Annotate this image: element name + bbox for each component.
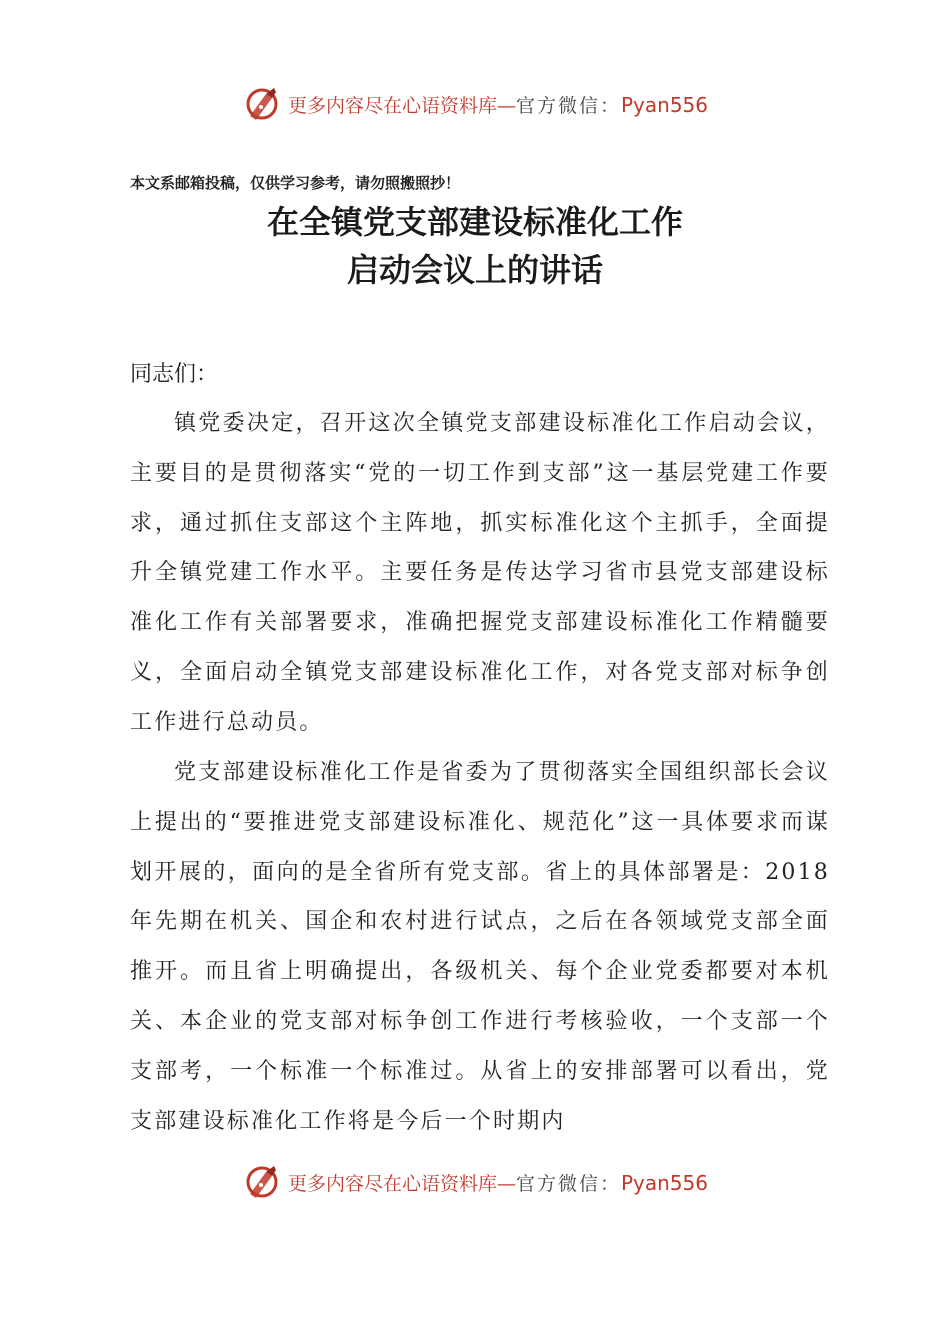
watermark-text — [288, 1169, 708, 1196]
watermark-banner-top — [0, 82, 950, 126]
salutation: 同志们： — [130, 362, 219, 387]
watermark-main: 更多内容尽在心语资料库 — [287, 1172, 497, 1195]
watermark-sub: 官方微信： — [515, 94, 621, 117]
watermark-separator: — — [496, 94, 516, 117]
document-title-line1: 在全镇党支部建设标准化工作 — [266, 203, 683, 241]
document-title-line2: 启动会议上的讲话 — [346, 251, 603, 289]
pen-nib-logo-icon — [242, 84, 282, 124]
watermark-main: 更多内容尽在心语资料库 — [287, 94, 497, 117]
watermark-separator: — — [496, 1172, 516, 1195]
pen-nib-logo-icon — [242, 1162, 282, 1202]
submission-notice: 本文系邮箱投稿，仅供学习参考，请勿照搬照抄！ — [130, 174, 461, 192]
watermark-sub: 官方微信： — [515, 1172, 621, 1195]
watermark-account: Pyan556 — [621, 1170, 709, 1195]
body-paragraph-2: 党支部建设标准化工作是省委为了贯彻落实全国组织部长会议上提出的“要推进党支部建设标准化、规范化”这一具体要求而谋划开展的，面向的是全省所有党支部。省上的具体部署是：2018年先期在机关、国企和农村进行试点，之后在各领域党支部全面推开。而且省上明确提出，各级机关、每个企业党委都要对本机关、本企业的党支部对标争创工作进行考核验收，一个支部一个支部考，一个标准一个标准过。从省上的安排部署可以看出，党支部建设标准化工作将是今后一个时期内 — [130, 760, 830, 1134]
watermark-account: Pyan556 — [621, 92, 709, 117]
watermark-text — [288, 91, 708, 118]
body-paragraph-1: 镇党委决定，召开这次全镇党支部建设标准化工作启动会议，主要目的是贯彻落实“党的一切工作到支部”这一基层党建工作要求，通过抓住支部这个主阵地，抓实标准化这个主抓手，全面提升全镇党建工作水平。主要任务是传达学习省市县党支部建设标准化工作有关部署要求，准确把握党支部建设标准化工作精髓要义，全面启动全镇党支部建设标准化工作，对各党支部对标争创工作进行总动员。 — [130, 411, 830, 735]
watermark-banner-bottom — [0, 1160, 950, 1204]
